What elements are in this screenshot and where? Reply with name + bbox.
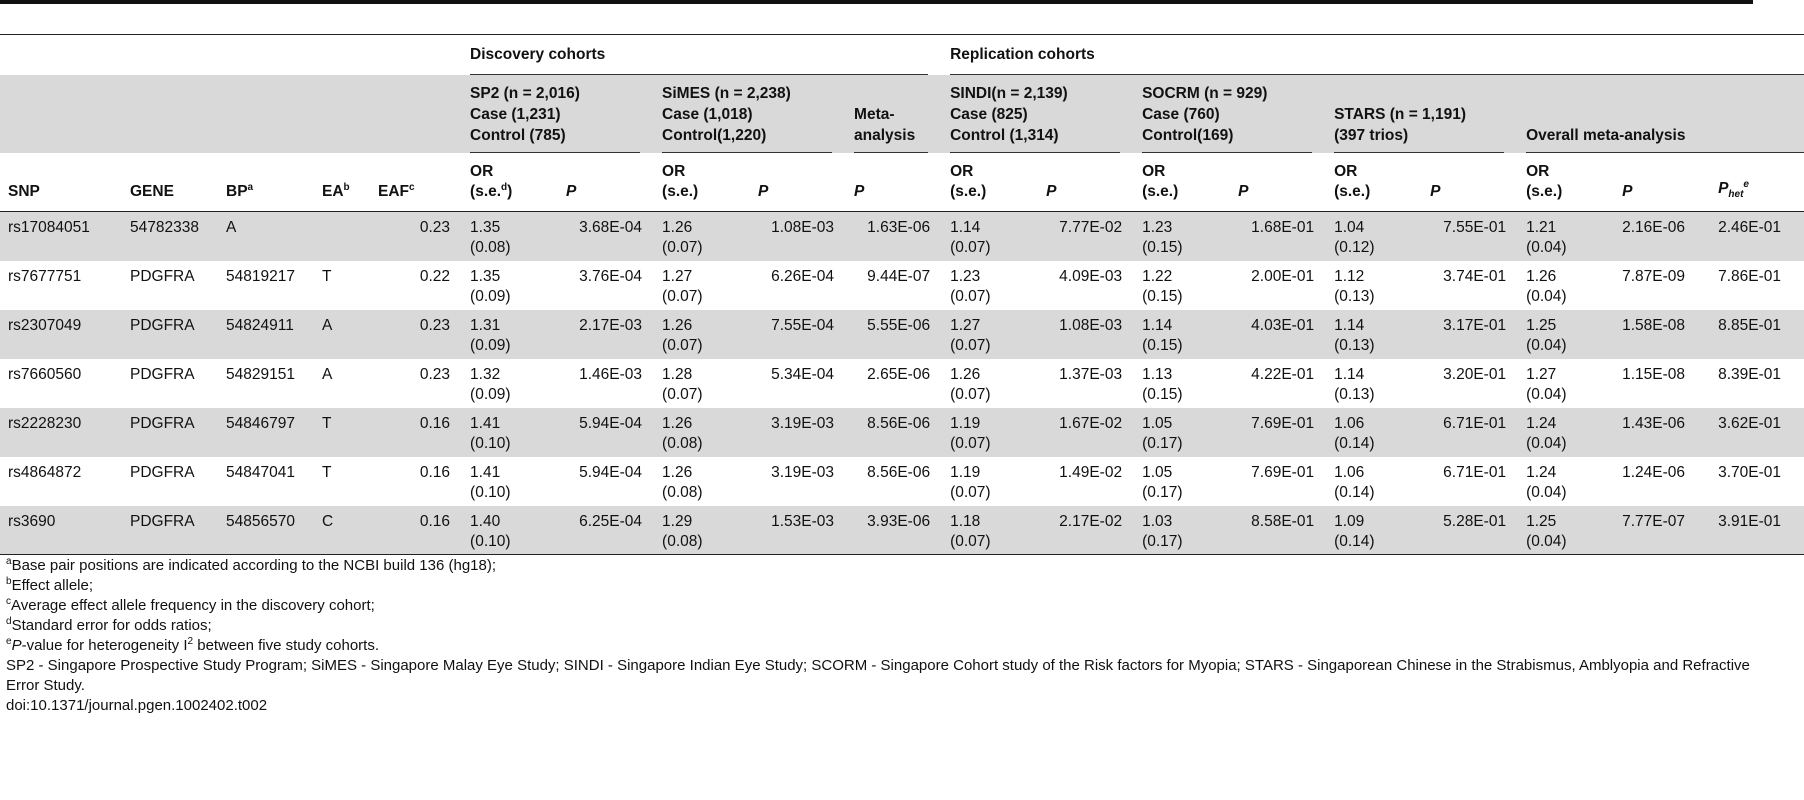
cell-gene: PDGFRA	[122, 408, 218, 457]
cell-sp2-p: 6.25E-04	[558, 506, 654, 555]
cell-sindi-or: 1.23 (0.07)	[950, 267, 991, 305]
col-bp: $BP^a$	[218, 153, 314, 212]
cell-sindi-p: 2.17E-02	[1038, 506, 1134, 555]
cell-ea: T	[322, 463, 332, 481]
cohort-header-row	[0, 75, 1804, 153]
cell-sp2-or: 1.35 (0.09)	[470, 267, 511, 305]
col-socrm-p: P	[1230, 153, 1326, 212]
cell-sp2-p: 2.17E-03	[558, 310, 654, 359]
cell-socrm-p: 1.68E-01	[1230, 212, 1326, 261]
footnote-a: $^a$Base pair positions are indicated according to the NCBI build 136 (hg18);	[6, 556, 497, 574]
cell-simes-or: 1.26 (0.07)	[654, 310, 750, 359]
cell-all-or: 1.27 (0.04)	[1526, 365, 1567, 403]
cell-phet: 8.85E-01	[1710, 310, 1804, 359]
cell-eaf: 0.23	[370, 310, 462, 359]
table-body	[0, 212, 1804, 555]
cell-all-p: 2.16E-06	[1614, 212, 1710, 261]
cell-sindi-p: 1.08E-03	[1038, 310, 1134, 359]
cell-sindi-or: 1.18 (0.07)	[942, 506, 1038, 555]
cell-simes-p: 5.34E-04	[771, 365, 835, 383]
simes-cohort-header: SiMES (n = 2,238) Case (1,018) Control(1,220)	[654, 75, 846, 153]
footnote-abbreviations: SP2 - Singapore Prospective Study Program; SiMES - Singapore Malay Eye Study; SINDI - Singapore Indian Eye Study; SCORM - Singapore Cohort study of the Risk factors for Myopia; STARS - Singaporean Chinese in the Strabismus, Amblyopia and Refractive Error Study.	[6, 657, 1750, 694]
table-row	[0, 359, 1804, 408]
top-rule	[0, 0, 1753, 4]
cell-socrm-p: 7.69E-01	[1230, 408, 1326, 457]
table-row	[0, 212, 1804, 261]
cell-simes-or: 1.26 (0.08)	[654, 408, 750, 457]
cell-stars-or: 1.09 (0.14)	[1326, 506, 1422, 555]
cell-stars-p: 3.74E-01	[1443, 267, 1507, 285]
table-footnotes	[6, 556, 1751, 716]
cell-sp2-p: 3.76E-04	[579, 267, 643, 285]
cell-eaf: 0.16	[370, 408, 462, 457]
footnote-e: $^e$P-value for heterogeneity $I^2$ between five study cohorts.	[6, 636, 380, 654]
cell-phet: 3.70E-01	[1718, 463, 1781, 481]
cell-all-or: 1.24 (0.04)	[1526, 463, 1567, 501]
cell-meta-p: 1.63E-06	[846, 212, 942, 261]
cell-simes-p: 1.08E-03	[750, 212, 846, 261]
col-sp2-p: P	[558, 153, 654, 212]
cell-socrm-p: 2.00E-01	[1251, 267, 1315, 285]
cell-simes-or: 1.26 (0.08)	[662, 463, 703, 501]
sindi-cohort-header: SINDI(n = 2,139) Case (825) Control (1,314)	[942, 75, 1134, 153]
cell-gene: PDGFRA	[122, 506, 218, 555]
cell-phet: 3.91E-01	[1710, 506, 1804, 555]
cell-sindi-or: 1.27 (0.07)	[942, 310, 1038, 359]
col-sp2-or: OR (s.e.$^d$)	[462, 153, 558, 212]
cell-all-p: 1.58E-08	[1614, 310, 1710, 359]
col-simes-p: P	[750, 153, 846, 212]
overall-meta-analysis-header: Overall meta-analysis	[1518, 75, 1804, 153]
stars-cohort-header: STARS (n = 1,191) (397 trios)	[1326, 75, 1518, 153]
cell-bp: A	[218, 212, 314, 261]
cell-meta-p: 9.44E-07	[867, 267, 931, 285]
cell-gene: PDGFRA	[122, 310, 218, 359]
cell-sp2-or: 1.31 (0.09)	[462, 310, 558, 359]
cell-phet: 3.62E-01	[1710, 408, 1804, 457]
cell-ea: A	[322, 365, 333, 383]
cell-all-or: 1.26 (0.04)	[1526, 267, 1567, 305]
cell-snp: rs7677751	[8, 267, 82, 285]
cell-snp: rs2307049	[0, 310, 122, 359]
cell-socrm-p: 8.58E-01	[1230, 506, 1326, 555]
table-row	[0, 408, 1804, 457]
col-overall-p: P	[1614, 153, 1710, 212]
cell-bp: 54846797	[218, 408, 314, 457]
cell-stars-p: 6.71E-01	[1422, 408, 1518, 457]
cell-socrm-or: 1.14 (0.15)	[1134, 310, 1230, 359]
cell-ea: T	[322, 267, 332, 285]
cell-eaf: 0.16	[370, 506, 462, 555]
cell-sp2-or: 1.40 (0.10)	[462, 506, 558, 555]
cell-bp: 54856570	[218, 506, 314, 555]
footnote-b: $^b$Effect allele;	[6, 576, 94, 594]
cell-socrm-or: 1.03 (0.17)	[1134, 506, 1230, 555]
col-snp: SNP	[0, 153, 122, 212]
cell-all-or: 1.21 (0.04)	[1518, 212, 1614, 261]
cell-all-p: 1.24E-06	[1622, 463, 1685, 481]
cell-phet: 2.46E-01	[1710, 212, 1804, 261]
cell-socrm-p: 7.69E-01	[1251, 463, 1315, 481]
cell-bp: 54829151	[226, 365, 295, 383]
table-row	[0, 310, 1804, 359]
cell-sindi-or: 1.14 (0.07)	[942, 212, 1038, 261]
cell-ea: C	[314, 506, 370, 555]
col-phet: $P_{het}^e$	[1710, 153, 1804, 212]
cell-meta-p: 3.93E-06	[846, 506, 942, 555]
cell-eaf: 0.22	[419, 267, 451, 285]
cell-all-or: 1.25 (0.04)	[1518, 506, 1614, 555]
cell-stars-p: 3.17E-01	[1422, 310, 1518, 359]
cell-sp2-or: 1.32 (0.09)	[470, 365, 511, 403]
cell-socrm-p: 4.03E-01	[1230, 310, 1326, 359]
col-meta-p: P	[846, 153, 942, 212]
cell-phet: 8.39E-01	[1718, 365, 1781, 383]
cell-socrm-or: 1.23 (0.15)	[1134, 212, 1230, 261]
col-gene: GENE	[122, 153, 218, 212]
cell-stars-or: 1.14 (0.13)	[1334, 365, 1375, 403]
cell-socrm-p: 4.22E-01	[1251, 365, 1315, 383]
cell-stars-or: 1.12 (0.13)	[1334, 267, 1375, 305]
cell-stars-or: 1.04 (0.12)	[1326, 212, 1422, 261]
cell-all-p: 7.87E-09	[1622, 267, 1685, 285]
cell-bp: 54847041	[226, 463, 295, 481]
col-socrm-or: OR (s.e.)	[1134, 153, 1230, 212]
cell-socrm-or: 1.05 (0.17)	[1134, 408, 1230, 457]
cell-sindi-p: 1.67E-02	[1038, 408, 1134, 457]
cell-stars-p: 7.55E-01	[1422, 212, 1518, 261]
col-sindi-or: OR (s.e.)	[942, 153, 1038, 212]
cell-simes-or: 1.28 (0.07)	[662, 365, 703, 403]
table-row	[0, 506, 1804, 555]
cell-gene: PDGFRA	[130, 463, 195, 481]
cell-meta-p: 2.65E-06	[867, 365, 931, 383]
cell-eaf: 0.16	[419, 463, 451, 481]
col-eaf: EAF$^c$	[370, 153, 462, 212]
replication-cohorts-header: Replication cohorts	[942, 35, 1804, 76]
cell-simes-or: 1.27 (0.07)	[662, 267, 703, 305]
cell-sindi-or: 1.19 (0.07)	[950, 463, 991, 501]
cell-simes-p: 3.19E-03	[771, 463, 835, 481]
col-stars-or: OR (s.e.)	[1326, 153, 1422, 212]
cell-eaf: 0.23	[419, 365, 451, 383]
cell-sindi-p: 7.77E-02	[1038, 212, 1134, 261]
table-row	[0, 457, 1804, 506]
cell-ea: A	[314, 310, 370, 359]
cell-snp: rs17084051	[0, 212, 122, 261]
col-simes-or: OR (s.e.)	[654, 153, 750, 212]
cell-meta-p: 8.56E-06	[867, 463, 931, 481]
cell-all-p: 7.77E-07	[1614, 506, 1710, 555]
cell-stars-or: 1.06 (0.14)	[1334, 463, 1375, 501]
cell-gene: PDGFRA	[130, 267, 195, 285]
footnote-d: $^d$Standard error for odds ratios;	[6, 616, 212, 634]
cell-simes-p: 3.19E-03	[750, 408, 846, 457]
cell-snp: rs2228230	[0, 408, 122, 457]
footnote-c: $^c$Average effect allele frequency in the discovery cohort;	[6, 596, 375, 614]
cell-stars-or: 1.14 (0.13)	[1326, 310, 1422, 359]
cell-ea: T	[314, 408, 370, 457]
cell-bp: 54819217	[226, 267, 295, 285]
cell-sp2-p: 5.94E-04	[579, 463, 643, 481]
cell-stars-or: 1.06 (0.14)	[1326, 408, 1422, 457]
socrm-cohort-header: SOCRM (n = 929) Case (760) Control(169)	[1134, 75, 1326, 153]
results-table-container	[0, 34, 1781, 555]
col-ea: $EA^b$	[314, 153, 370, 212]
sp2-cohort-header: SP2 (n = 2,016) Case (1,231) Control (785)	[462, 75, 654, 153]
cell-stars-p: 5.28E-01	[1422, 506, 1518, 555]
cell-sp2-or: 1.35 (0.08)	[462, 212, 558, 261]
cell-eaf: 0.23	[370, 212, 462, 261]
cell-snp: rs3690	[0, 506, 122, 555]
cell-all-p: 1.43E-06	[1614, 408, 1710, 457]
cell-simes-or: 1.26 (0.07)	[654, 212, 750, 261]
cell-simes-or: 1.29 (0.08)	[654, 506, 750, 555]
results-table	[0, 34, 1804, 555]
cell-snp: rs7660560	[8, 365, 82, 383]
cell-socrm-or: 1.13 (0.15)	[1142, 365, 1183, 403]
col-sindi-p: P	[1038, 153, 1134, 212]
cell-all-or: 1.25 (0.04)	[1518, 310, 1614, 359]
cell-sp2-p: 5.94E-04	[558, 408, 654, 457]
meta-analysis-header: Meta- analysis	[846, 75, 942, 153]
cell-sindi-or: 1.19 (0.07)	[942, 408, 1038, 457]
cell-sindi-p: 1.49E-02	[1059, 463, 1123, 481]
cell-sindi-p: 4.09E-03	[1059, 267, 1123, 285]
cell-phet: 7.86E-01	[1718, 267, 1781, 285]
col-overall-or: OR (s.e.)	[1518, 153, 1614, 212]
cell-simes-p: 6.26E-04	[771, 267, 835, 285]
group-header-row	[0, 35, 1804, 76]
col-stars-p: P	[1422, 153, 1518, 212]
cell-stars-p: 3.20E-01	[1443, 365, 1507, 383]
cell-sp2-or: 1.41 (0.10)	[462, 408, 558, 457]
cell-all-p: 1.15E-08	[1622, 365, 1685, 383]
cell-meta-p: 8.56E-06	[846, 408, 942, 457]
cell-socrm-or: 1.22 (0.15)	[1142, 267, 1183, 305]
cell-sp2-p: 1.46E-03	[579, 365, 643, 383]
cell-sindi-or: 1.26 (0.07)	[950, 365, 991, 403]
table-doi: doi:10.1371/journal.pgen.1002402.t002	[6, 697, 268, 714]
discovery-cohorts-header: Discovery cohorts	[462, 35, 942, 76]
cell-stars-p: 6.71E-01	[1443, 463, 1507, 481]
cell-simes-p: 7.55E-04	[750, 310, 846, 359]
cell-all-or: 1.24 (0.04)	[1518, 408, 1614, 457]
cell-sp2-p: 3.68E-04	[558, 212, 654, 261]
cell-gene: 54782338	[122, 212, 218, 261]
column-header-row	[0, 153, 1804, 212]
cell-meta-p: 5.55E-06	[846, 310, 942, 359]
table-row	[0, 261, 1804, 310]
cell-sp2-or: 1.41 (0.10)	[470, 463, 511, 501]
cell-gene: PDGFRA	[130, 365, 195, 383]
cell-simes-p: 1.53E-03	[750, 506, 846, 555]
cell-snp: rs4864872	[8, 463, 82, 481]
cell-bp: 54824911	[218, 310, 314, 359]
cell-sindi-p: 1.37E-03	[1059, 365, 1123, 383]
cell-ea	[314, 212, 370, 261]
cell-socrm-or: 1.05 (0.17)	[1142, 463, 1183, 501]
